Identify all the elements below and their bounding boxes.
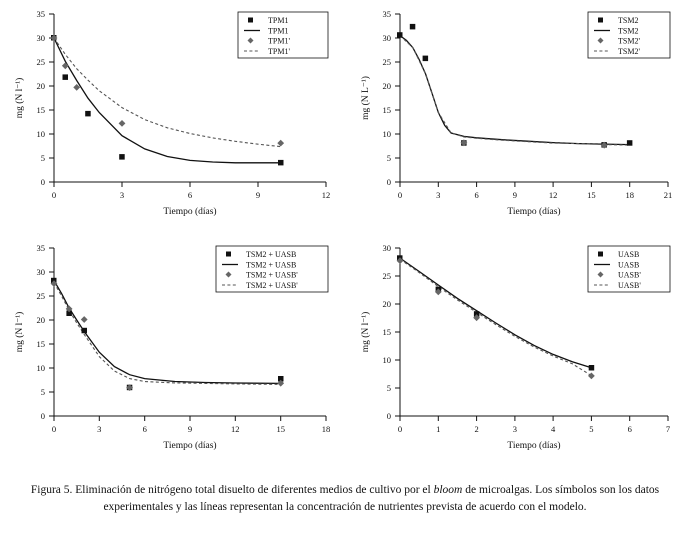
svg-text:15: 15 xyxy=(382,327,391,337)
svg-text:35: 35 xyxy=(36,243,45,253)
caption-line1-suffix: de microalgas. Los símbolos son xyxy=(462,484,616,496)
svg-text:UASB': UASB' xyxy=(618,281,641,290)
svg-text:5: 5 xyxy=(589,424,594,434)
svg-text:10: 10 xyxy=(36,363,45,373)
y-axis-label-bottom-left: mg (N l⁻¹) xyxy=(15,311,25,353)
svg-text:6: 6 xyxy=(142,424,147,434)
svg-text:TSM2 + UASB: TSM2 + UASB xyxy=(246,250,297,259)
svg-text:18: 18 xyxy=(625,190,634,200)
svg-text:20: 20 xyxy=(36,81,45,91)
svg-text:TSM2 + UASB: TSM2 + UASB xyxy=(246,260,297,270)
series-line-uasb xyxy=(400,258,591,368)
svg-text:TPM1: TPM1 xyxy=(268,26,289,36)
svg-text:2: 2 xyxy=(474,424,479,434)
svg-text:35: 35 xyxy=(36,9,45,19)
svg-text:TPM1': TPM1' xyxy=(268,47,290,56)
svg-text:25: 25 xyxy=(382,271,391,281)
svg-text:9: 9 xyxy=(255,190,261,200)
svg-text:20: 20 xyxy=(382,81,391,91)
svg-text:3: 3 xyxy=(97,424,102,434)
x-axis-label-bottom-left: Tiempo (días) xyxy=(163,441,217,451)
svg-text:0: 0 xyxy=(40,411,45,421)
x-tick-labels-bottom-left xyxy=(52,424,330,434)
x-axis-label-top-left: Tiempo (días) xyxy=(163,207,217,217)
svg-text:3: 3 xyxy=(119,190,125,200)
svg-text:30: 30 xyxy=(382,243,391,253)
legend-top-right xyxy=(588,12,670,58)
caption-line1-italic: bloom xyxy=(433,484,463,496)
series-points-uasb xyxy=(397,255,594,370)
svg-text:25: 25 xyxy=(36,57,45,67)
svg-text:TPM1: TPM1 xyxy=(268,16,289,25)
x-tick-labels-top-left xyxy=(52,190,330,200)
svg-text:TSM2': TSM2' xyxy=(618,47,640,56)
svg-text:10: 10 xyxy=(382,129,391,139)
svg-text:18: 18 xyxy=(321,424,331,434)
svg-text:5: 5 xyxy=(40,387,45,397)
y-axis-label-top-right: mg (N L⁻¹) xyxy=(361,76,371,120)
svg-text:3: 3 xyxy=(436,190,441,200)
svg-text:0: 0 xyxy=(386,411,391,421)
svg-text:35: 35 xyxy=(382,9,391,19)
svg-text:12: 12 xyxy=(548,190,558,200)
svg-text:10: 10 xyxy=(36,129,45,139)
svg-text:15: 15 xyxy=(36,339,45,349)
svg-text:30: 30 xyxy=(36,267,45,277)
legend-top-left xyxy=(238,12,328,58)
legend-bottom-right xyxy=(588,246,670,292)
svg-text:5: 5 xyxy=(386,153,391,163)
svg-text:UASB: UASB xyxy=(618,250,640,259)
svg-text:5: 5 xyxy=(386,383,391,393)
svg-text:25: 25 xyxy=(382,57,391,67)
chart-panel-bottom-right xyxy=(352,238,686,460)
legend-bottom-left xyxy=(216,246,328,292)
svg-text:6: 6 xyxy=(627,424,632,434)
svg-text:1: 1 xyxy=(436,424,441,434)
svg-text:12: 12 xyxy=(231,424,240,434)
svg-text:0: 0 xyxy=(397,424,403,434)
chart-panel-bottom-left xyxy=(6,238,344,460)
svg-text:12: 12 xyxy=(321,190,331,200)
series-line-tsm2-uasb-prime xyxy=(54,283,281,385)
svg-text:0: 0 xyxy=(397,190,403,200)
svg-text:30: 30 xyxy=(382,33,391,43)
svg-text:TSM2 + UASB': TSM2 + UASB' xyxy=(246,270,298,280)
y-tick-labels-top-right xyxy=(383,9,392,187)
y-tick-labels-bottom-left xyxy=(37,243,46,421)
svg-text:9: 9 xyxy=(187,424,193,434)
svg-text:UASB: UASB xyxy=(618,260,640,270)
svg-text:0: 0 xyxy=(40,177,45,187)
svg-text:15: 15 xyxy=(36,105,45,115)
svg-text:6: 6 xyxy=(474,190,479,200)
chart-panel-top-left xyxy=(6,4,344,226)
svg-text:TPM1': TPM1' xyxy=(268,36,290,46)
svg-text:10: 10 xyxy=(382,355,391,365)
x-axis-label-top-right: Tiempo (días) xyxy=(507,207,561,217)
svg-text:7: 7 xyxy=(665,424,671,434)
svg-text:TSM2': TSM2' xyxy=(618,36,640,46)
svg-text:20: 20 xyxy=(36,315,45,325)
svg-text:15: 15 xyxy=(587,190,596,200)
series-line-tsm2-uasb xyxy=(54,281,281,384)
svg-text:0: 0 xyxy=(51,424,57,434)
svg-text:21: 21 xyxy=(663,190,673,200)
caption-line1-prefix: Figura 5. Eliminación de nitrógeno total disuelto de diferentes medios de cultivo por el xyxy=(30,484,434,496)
svg-text:5: 5 xyxy=(40,153,45,163)
y-tick-labels-bottom-right xyxy=(383,243,392,421)
svg-text:4: 4 xyxy=(550,424,556,434)
svg-text:TSM2 + UASB': TSM2 + UASB' xyxy=(246,281,298,290)
svg-text:0: 0 xyxy=(51,190,57,200)
x-tick-labels-bottom-right xyxy=(398,424,670,434)
svg-text:25: 25 xyxy=(36,291,45,301)
y-axis-label-top-left: mg (N l⁻¹) xyxy=(15,77,25,119)
svg-text:TSM2: TSM2 xyxy=(618,26,639,36)
svg-text:15: 15 xyxy=(382,105,391,115)
svg-text:20: 20 xyxy=(382,299,391,309)
y-tick-labels-top-left xyxy=(37,9,46,187)
svg-text:0: 0 xyxy=(386,177,391,187)
y-axis-label-bottom-right: mg (N l⁻¹) xyxy=(361,311,371,353)
svg-text:TSM2: TSM2 xyxy=(618,16,639,25)
x-tick-labels-top-right xyxy=(398,190,672,200)
caption-line2: los datos experimentales y las líneas representan la concentración de nutrientes prevista de acuerdo con el modelo. xyxy=(103,484,660,513)
svg-text:9: 9 xyxy=(512,190,518,200)
svg-text:30: 30 xyxy=(36,33,45,43)
svg-text:15: 15 xyxy=(276,424,285,434)
svg-text:UASB': UASB' xyxy=(618,270,641,280)
svg-text:3: 3 xyxy=(512,424,518,434)
figure-caption xyxy=(8,482,682,516)
x-axis-label-bottom-right: Tiempo (días) xyxy=(507,441,561,451)
svg-text:6: 6 xyxy=(187,190,193,200)
chart-panel-top-right xyxy=(352,4,686,226)
